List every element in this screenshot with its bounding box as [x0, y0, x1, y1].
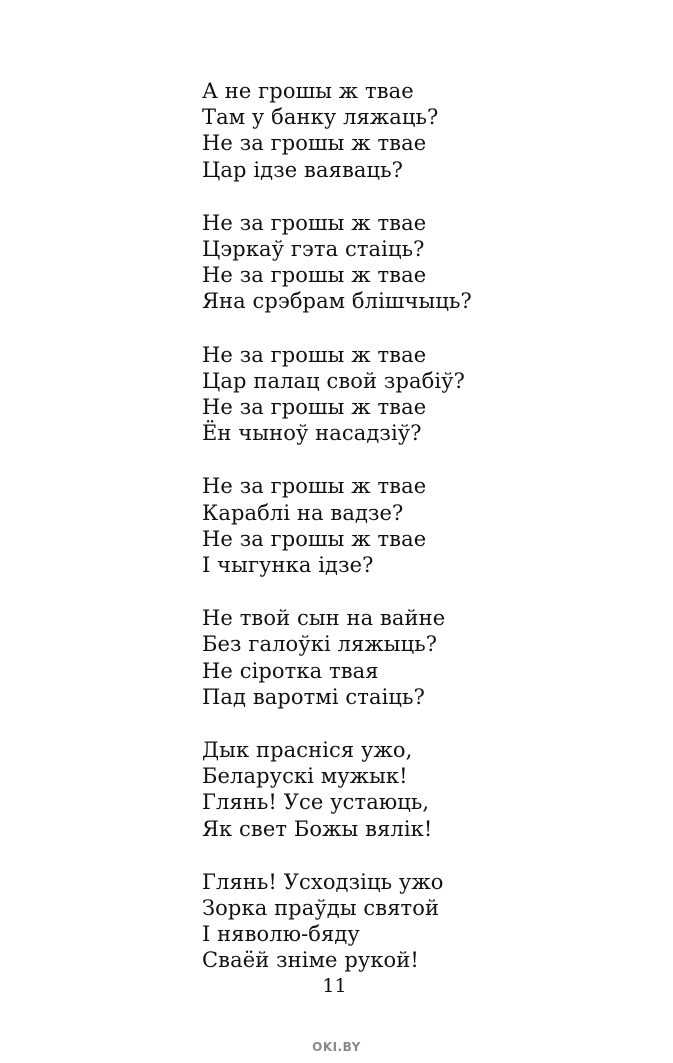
stanza-2 — [202, 210, 642, 315]
stanza-4 — [202, 473, 642, 578]
poem-line: Зорка праўды святой — [202, 896, 440, 921]
poem-line: Як свет Божы вялік! — [202, 816, 433, 841]
poem-line: Глянь! Усе устаюць, — [202, 790, 430, 815]
poem-line: Яна срэбрам блішчыць? — [202, 289, 472, 314]
stanza-6 — [202, 737, 642, 842]
poem-line: Не за грошы ж твае — [202, 263, 427, 288]
poem-line: Не за грошы ж твае — [202, 342, 427, 367]
poem-line: Дык прасніся ужо, — [202, 738, 413, 763]
poem-line: Цэркаў гэта стаіць? — [202, 237, 425, 262]
poem-line: Глянь! Усходзіць ужо — [202, 869, 444, 894]
poem-line: Цар палац свой зрабіў? — [202, 368, 465, 393]
poem-line: І няволю-бяду — [202, 922, 360, 947]
poem-line: Караблі на вадзе? — [202, 500, 404, 525]
poem-line: Не за грошы ж твае — [202, 526, 427, 551]
poem-text — [202, 78, 642, 1001]
poem-line: Не за грошы ж твае — [202, 474, 427, 499]
poem-line: Не за грошы ж твае — [202, 210, 427, 235]
page-number: 11 — [322, 975, 347, 997]
poem-line: Пад варотмі стаіць? — [202, 684, 425, 709]
poem-line: Там у банку ляжаць? — [202, 105, 439, 130]
stanza-3 — [202, 342, 642, 447]
stanza-5 — [202, 605, 642, 710]
watermark-text: OKI.BY — [312, 1040, 361, 1054]
poem-line: Не за грошы ж твае — [202, 131, 427, 156]
poem-line: Не сіротка твая — [202, 658, 379, 683]
stanza-1 — [202, 78, 642, 183]
poem-line: Ён чыноў насадзіў? — [202, 421, 422, 446]
poem-line: Не твой сын на вайне — [202, 606, 446, 631]
poem-line: А не грошы ж твае — [202, 79, 414, 103]
poem-line: Сваёй зніме рукой! — [202, 948, 419, 973]
poem-line: І чыгунка ідзе? — [202, 553, 374, 578]
poem-line: Цар ідзе ваяваць? — [202, 157, 403, 182]
stanza-7 — [202, 869, 642, 974]
poem-line: Без галоўкі ляжыць? — [202, 632, 438, 657]
poem-line: Не за грошы ж твае — [202, 395, 427, 420]
poem-line: Беларускі мужык! — [202, 764, 408, 789]
